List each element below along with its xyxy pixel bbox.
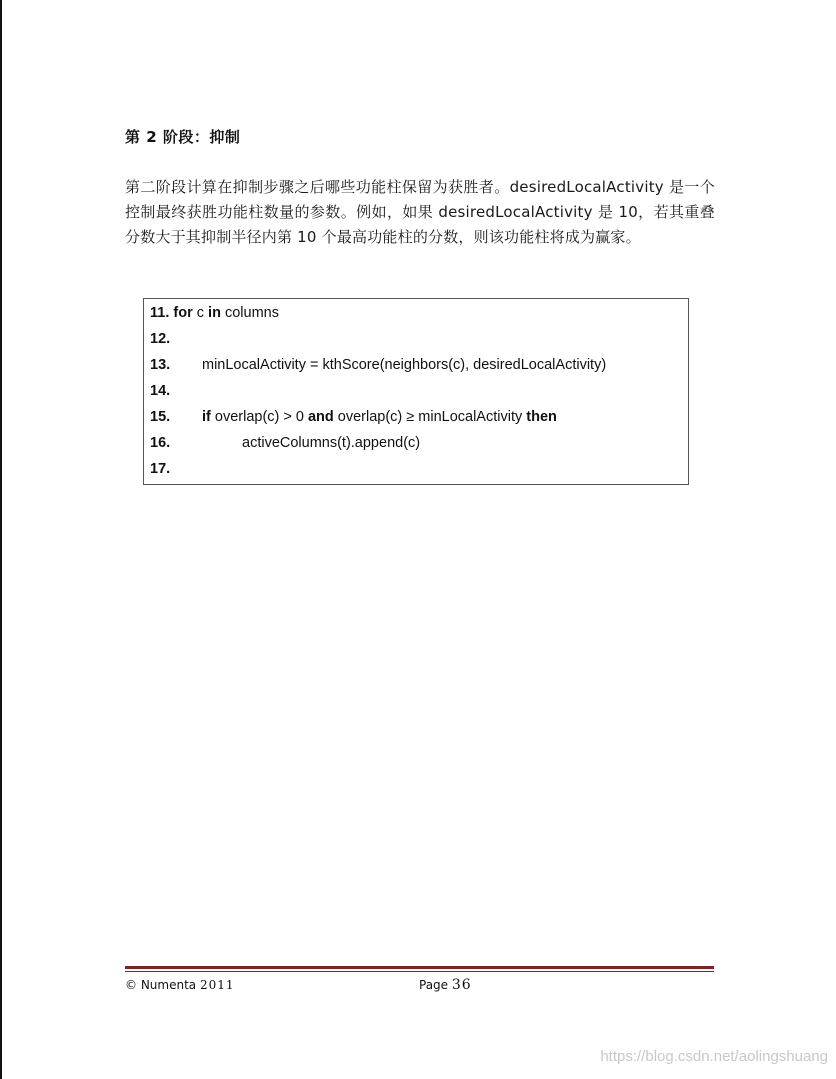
footer-divider-thick	[125, 966, 714, 969]
code-line-13	[150, 355, 606, 375]
code-text: overlap(c) > 0	[214, 409, 304, 425]
line-number: 17.	[150, 461, 171, 477]
code-line-11	[150, 303, 279, 323]
page-number: 36	[451, 977, 472, 993]
watermark-url: https://blog.csdn.net/aolingshuang	[600, 1048, 828, 1065]
keyword-in: in	[208, 305, 221, 321]
line-number: 14.	[150, 383, 171, 399]
code-line-16	[150, 433, 420, 453]
footer-page-number	[419, 977, 472, 993]
keyword-if: if	[202, 409, 211, 425]
line-number: 15.	[150, 409, 171, 425]
code-text: c	[196, 305, 205, 321]
footer-divider-thin	[125, 971, 714, 972]
code-line-12	[150, 329, 202, 349]
section-title: 第 2 阶段：抑制	[125, 128, 241, 146]
code-text: columns	[224, 305, 279, 321]
page-label: Page	[419, 978, 449, 992]
copyright-text: © Numenta	[125, 978, 197, 992]
pseudocode-box	[143, 298, 689, 485]
body-paragraph: 第二阶段计算在抑制步骤之后哪些功能柱保留为获胜者。desiredLocalActivity 是一个控制最终获胜功能柱数量的参数。例如，如果 desiredLocalActivity 是 10，若其重叠分数大于其抑制半径内第 10 个最高功能柱的分数，则该功能柱将成为赢家。	[125, 178, 715, 246]
keyword-then: then	[526, 409, 557, 425]
copyright-year: 2011	[199, 978, 235, 992]
keyword-and: and	[307, 409, 334, 425]
code-text: activeColumns(t).append(c)	[242, 435, 421, 451]
code-text: overlap(c) ≥ minLocalActivity	[337, 409, 523, 425]
code-line-17	[150, 459, 202, 479]
code-text: minLocalActivity = kthScore(neighbors(c), desiredLocalActivity)	[202, 357, 607, 373]
keyword-for: for	[173, 305, 193, 321]
code-line-14	[150, 381, 202, 401]
page-left-border	[0, 0, 2, 1079]
line-number: 11.	[150, 305, 170, 321]
line-number: 13.	[150, 357, 171, 373]
code-line-15	[150, 407, 557, 427]
line-number: 16.	[150, 435, 171, 451]
line-number: 12.	[150, 331, 171, 347]
footer-copyright	[125, 978, 235, 992]
